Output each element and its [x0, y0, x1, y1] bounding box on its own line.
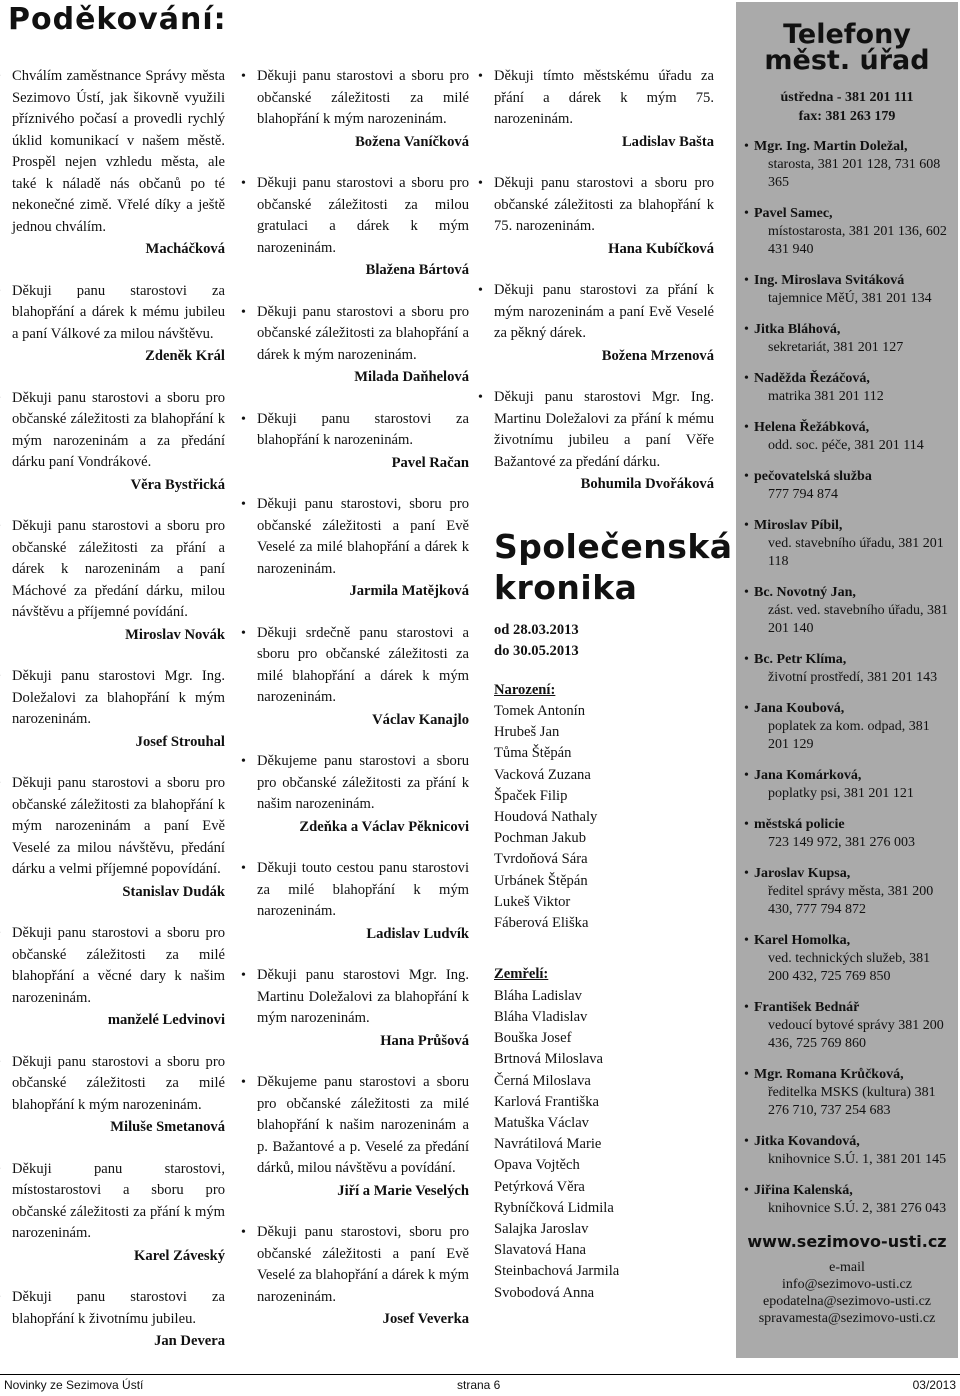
thanks-signature: Zdeněk Král	[145, 348, 225, 364]
contact-detail: poplatek za kom. odpad, 381 201 129	[768, 719, 930, 752]
contact-item	[742, 1133, 952, 1169]
death-item: Svobodová Anna	[494, 1284, 595, 1301]
thanks-entry	[486, 387, 714, 496]
contact-detail: tajemnice MěÚ, 381 201 134	[768, 291, 932, 306]
thanks-signature: manželé Ledvinovi	[107, 1012, 225, 1028]
thanks-text: • Chválím zaměstnance Správy města Sezimovo Ústí, jak šikovně využili příznivého počasí a provedli rychlý úklid komunikací v našem městě. Prospěl nejen vzhledu města, ale také k náladě nás občanů po té nekonečné zimě. Vřelé díky a ještě jednou chválím.	[4, 66, 225, 238]
thanks-text: • Děkujeme panu starostovi a sboru pro občanské záležitosti za přání k našim narozeninám.	[249, 751, 469, 816]
deaths-heading: Zemřelí:	[494, 966, 549, 983]
births-list	[494, 701, 714, 934]
death-item: Opava Vojtěch	[494, 1157, 580, 1174]
death-item: Bláha Ladislav	[494, 987, 582, 1004]
thanks-signature: Milada Daňhelová	[354, 369, 469, 385]
thanks-entry	[4, 666, 225, 753]
death-item: Salajka Jaroslav	[494, 1220, 589, 1237]
thanks-text: • Děkuji panu starostovi a sboru pro občanské záležitosti za blahopřání k mým narozeninám a za předání dárku paní Vondrákové.	[4, 388, 225, 474]
thanks-text: • Děkuji panu starostovi, sboru pro občanské záležitosti a paní Evě Veselé za milé blahopřání a dárek k narozeninám.	[249, 494, 469, 580]
kronika-title-line2: kronika	[494, 567, 638, 607]
thanks-signature: Pavel Račan	[391, 454, 469, 471]
contact-item	[742, 321, 952, 357]
contact-name: Pavel Samec,	[754, 206, 833, 221]
contact-detail: zást. ved. stavebního úřadu, 381 201 140	[768, 603, 949, 636]
thanks-text: • Děkuji panu starostovi za blahopřání a dárek k mému jubileu a paní Válkové za milou návštěvu.	[4, 281, 225, 346]
contact-name: Naděžda Řezáčová,	[754, 371, 870, 386]
switchboard-phone: ústředna - 381 201 111	[780, 90, 914, 105]
thanks-entry	[4, 773, 225, 903]
death-item: Bouška Josef	[494, 1030, 572, 1047]
thanks-signature: Jarmila Matějková	[349, 583, 469, 599]
contact-name: Mgr. Romana Krůčková,	[754, 1067, 904, 1082]
sidebar-title	[736, 19, 958, 76]
contact-item	[742, 370, 952, 406]
thanks-text: • Děkuji tímto městskému úřadu za přání a dárek k mým 75. narozeninám.	[486, 66, 714, 131]
thanks-signature: Karel Záveský	[134, 1247, 225, 1264]
email-link[interactable]: spravamesta@sezimovo-usti.cz	[758, 1311, 936, 1326]
death-item: Karlová Františka	[494, 1093, 599, 1110]
thanks-entry	[4, 1287, 225, 1353]
email-list	[736, 1276, 958, 1327]
contact-detail: vedoucí bytové správy 381 200 436, 725 769 860	[768, 1018, 944, 1051]
contact-name: městská policie	[754, 817, 845, 832]
birth-item: Tvrdoňová Sára	[494, 851, 588, 868]
thanks-entry	[4, 516, 225, 646]
thanks-signature: Božena Mrzenová	[601, 347, 714, 364]
contact-name: Jaroslav Kupsa,	[754, 866, 851, 881]
thanks-text: • Děkuji touto cestou panu starostovi za milé blahopřání k mým narozeninám.	[249, 858, 469, 923]
thanks-entry	[249, 751, 469, 838]
thanks-entry	[4, 1052, 225, 1139]
thanks-signature: Josef Strouhal	[135, 733, 225, 750]
thanks-entry	[249, 623, 469, 732]
thanks-signature: Zdeňka a Václav Pěknicovi	[299, 818, 469, 835]
contact-item	[742, 419, 952, 455]
kronika-date-from: od 28.03.2013	[494, 621, 579, 638]
thanks-signature: Ladislav Ludvík	[366, 925, 469, 942]
contact-detail: ved. stavebního úřadu, 381 201 118	[768, 536, 944, 569]
thanks-signature: Hana Průšová	[380, 1032, 469, 1049]
death-item: Slavatová Hana	[494, 1242, 586, 1259]
contact-name: pečovatelská služba	[754, 469, 872, 484]
thanks-entry	[249, 302, 469, 389]
contact-name: Jiřina Kalenská,	[754, 1183, 853, 1198]
contact-item	[742, 700, 952, 754]
death-item: Rybníčková Lidmila	[494, 1199, 614, 1216]
thanks-entry	[249, 1072, 469, 1202]
contact-item	[742, 272, 952, 308]
contact-name: Jitka Bláhová,	[754, 322, 841, 337]
phones-sidebar	[736, 2, 958, 1358]
thanks-column-2	[249, 66, 469, 1351]
fax-number: fax: 381 263 179	[798, 109, 896, 124]
kronika-title-line1: Společenská	[494, 526, 733, 566]
thanks-column-1	[4, 66, 225, 1373]
thanks-text: • Děkuji panu starostovi a sboru pro občanské záležitosti za přání a dárek k narozeninám a paní Máchové za předání dárku, milou návštěvu a příjemné povídání.	[4, 516, 225, 624]
contact-item	[742, 816, 952, 852]
birth-item: Špaček Filip	[494, 787, 568, 804]
contact-item	[742, 767, 952, 803]
thanks-entry	[486, 280, 714, 367]
contact-detail: 777 794 874	[768, 487, 838, 502]
page-title: Poděkování:	[8, 2, 227, 37]
thanks-text: • Děkuji panu starostovi a sboru pro občanské záležitosti za blahopřání k 75. narozeninám.	[486, 173, 714, 238]
thanks-entry	[4, 281, 225, 368]
thanks-text: • Děkuji panu starostovi za blahopřání k narozeninám.	[249, 409, 469, 452]
thanks-signature: Jan Devera	[154, 1333, 225, 1349]
contact-item	[742, 517, 952, 571]
contact-item	[742, 205, 952, 259]
email-label: e-mail	[829, 1260, 865, 1275]
thanks-entry	[249, 1222, 469, 1331]
thanks-text: • Děkuji panu starostovi a sboru pro občanské záležitosti za milé blahopřání k mým narozeninám.	[4, 1052, 225, 1117]
birth-item: Lukeš Viktor	[494, 893, 571, 910]
thanks-entries	[486, 66, 714, 496]
contact-item	[742, 584, 952, 638]
birth-item: Fáberová Eliška	[494, 915, 589, 932]
contact-name: Ing. Miroslava Svitáková	[754, 273, 905, 288]
death-item: Bláha Vladislav	[494, 1008, 588, 1025]
contact-detail: sekretariát, 381 201 127	[768, 340, 904, 355]
kronika-title	[494, 526, 733, 608]
email-block	[736, 1259, 958, 1327]
thanks-signature: Josef Veverka	[382, 1311, 469, 1327]
birth-item: Urbánek Štěpán	[494, 872, 588, 889]
thanks-text: • Děkuji srdečně panu starostovi a sboru pro občanské záležitosti za milé blahopřání a dárek k mým narozeninám.	[249, 623, 469, 709]
thanks-column-3	[486, 66, 733, 1304]
thanks-entry	[486, 173, 714, 260]
contact-detail: 723 149 972, 381 276 003	[768, 835, 915, 850]
birth-item: Hrubeš Jan	[494, 724, 560, 741]
contact-item	[742, 651, 952, 687]
kronika-date-to: do 30.05.2013	[494, 642, 579, 659]
thanks-entry	[249, 494, 469, 603]
thanks-text: • Děkuji panu starostovi za blahopřání k životnímu jubileu.	[4, 1287, 225, 1330]
contact-item	[742, 999, 952, 1053]
page-footer	[0, 1374, 960, 1396]
sidebar-title-line2: měst. úřad	[764, 45, 930, 76]
thanks-entry	[486, 66, 714, 153]
contact-detail: knihovnice S.Ú. 1, 381 201 145	[768, 1152, 947, 1167]
thanks-text: • Děkuji panu starostovi Mgr. Ing. Doležalovi za blahopřání k mým narozeninám.	[4, 666, 225, 731]
footer-issue: 03/2013	[912, 1378, 956, 1392]
birth-item: Pochman Jakub	[494, 830, 587, 847]
footer-page-number: strana 6	[457, 1378, 501, 1392]
contact-item	[742, 138, 952, 192]
death-item: Matuška Václav	[494, 1114, 589, 1131]
contact-name: Bc. Petr Klíma,	[754, 652, 847, 667]
thanks-entry	[4, 388, 225, 497]
contact-item	[742, 932, 952, 986]
thanks-signature: Jiří a Marie Veselých	[337, 1182, 469, 1199]
thanks-entry	[4, 1159, 225, 1268]
contact-detail: matrika 381 201 112	[768, 389, 884, 404]
thanks-entry	[249, 409, 469, 475]
thanks-text: • Děkuji panu starostovi, místostarostovi a sboru pro občanské záležitosti za přání k mým narozeninám.	[4, 1159, 225, 1245]
contact-name: Mgr. Ing. Martin Doležal,	[754, 139, 908, 154]
thanks-signature: Václav Kanajlo	[372, 711, 469, 728]
contact-name: Jitka Kovandová,	[754, 1134, 860, 1149]
thanks-text: • Děkuji panu starostovi a sboru pro občanské záležitosti za blahopřání k mým narozeninám a paní Evě Veselé za milou návštěvu, předání dárku a velmi příjemné popovídání.	[4, 773, 225, 881]
contact-detail: starosta, 381 201 128, 731 608 365	[768, 157, 941, 190]
thanks-entry	[249, 173, 469, 282]
contact-detail: místostarosta, 381 201 136, 602 431 940	[768, 224, 947, 257]
birth-item: Houdová Nathaly	[494, 809, 598, 826]
contact-name: Miroslav Píbil,	[754, 518, 843, 533]
thanks-signature: Bohumila Dvořáková	[580, 476, 714, 492]
contact-detail: životní prostředí, 381 201 143	[768, 670, 938, 685]
contact-name: Helena Řežábková,	[754, 420, 870, 435]
contact-detail: ředitel správy města, 381 200 430, 777 794 872	[768, 884, 934, 917]
thanks-text: • Děkujeme panu starostovi a sboru pro občanské záležitosti za milé blahopřání k našim narozeninám a p. Bažantové a p. Veselé za předání dárků, milou návštěvu a povídání.	[249, 1072, 469, 1180]
sidebar-title-line1: Telefony	[783, 19, 911, 50]
death-item: Černá Miloslava	[494, 1072, 591, 1089]
thanks-signature: Macháčková	[145, 241, 225, 257]
thanks-text: • Děkuji panu starostovi a sboru pro občanské záležitosti za milé blahopřání a věcné dary k našim narozeninám.	[4, 923, 225, 1009]
contact-item	[742, 1066, 952, 1120]
contact-detail: odd. soc. péče, 381 201 114	[768, 438, 924, 453]
thanks-text: • Děkuji panu starostovi za přání k mým narozeninám a paní Evě Veselé za pěkný dárek.	[486, 280, 714, 345]
contact-item	[742, 865, 952, 919]
thanks-entry	[249, 66, 469, 153]
births-heading: Narození:	[494, 681, 556, 698]
contact-name: František Bednář	[754, 1000, 860, 1015]
thanks-entry	[4, 923, 225, 1032]
contact-name: Bc. Novotný Jan,	[754, 585, 856, 600]
contact-detail: ředitelka MSKS (kultura) 381 276 710, 737 254 683	[768, 1085, 936, 1118]
death-item: Brtnová Miloslava	[494, 1051, 604, 1068]
thanks-text: • Děkuji panu starostovi Mgr. Ing. Martinu Doležalovi za přání k mému životnímu jubileu a paní Věře Bažantové za předání dárku.	[486, 387, 714, 473]
thanks-signature: Hana Kubíčková	[608, 240, 714, 257]
thanks-signature: Miroslav Novák	[125, 626, 225, 643]
death-item: Steinbachová Jarmila	[494, 1263, 620, 1280]
thanks-text: • Děkuji panu starostovi, sboru pro občanské záležitosti a paní Evě Veselé za blahopřání a dárek k mým narozeninám.	[249, 1222, 469, 1308]
birth-item: Vacková Zuzana	[494, 766, 591, 783]
birth-item: Tomek Antonín	[494, 703, 585, 719]
contact-name: Jana Komárková,	[754, 768, 862, 783]
contact-name: Karel Homolka,	[754, 933, 851, 948]
thanks-text: • Děkuji panu starostovi a sboru pro občanské záležitosti za milou gratulaci a dárek k mým narozeninám.	[249, 173, 469, 259]
thanks-text: • Děkuji panu starostovi a sboru pro občanské záležitosti za milé blahopřání k mým narozeninám.	[249, 66, 469, 131]
thanks-signature: Miluše Smetanová	[110, 1119, 225, 1135]
deaths-list	[494, 986, 714, 1304]
contact-detail: ved. technických služeb, 381 200 432, 725 769 850	[768, 951, 931, 984]
email-link[interactable]: info@sezimovo-usti.cz	[782, 1277, 912, 1292]
thanks-entry	[249, 858, 469, 945]
contact-item	[742, 468, 952, 504]
email-link[interactable]: epodatelna@sezimovo-usti.cz	[763, 1294, 931, 1309]
contact-list	[736, 138, 958, 1218]
death-item: Petýrková Věra	[494, 1178, 585, 1195]
contact-detail: knihovnice S.Ú. 2, 381 276 043	[768, 1201, 947, 1216]
contact-detail: poplatky psi, 381 201 121	[768, 786, 914, 801]
death-item: Navrátilová Marie	[494, 1136, 602, 1153]
thanks-entry	[4, 66, 225, 261]
footer-publication: Novinky ze Sezimova Ústí	[4, 1378, 144, 1392]
thanks-entry	[249, 965, 469, 1052]
thanks-signature: Božena Vaníčková	[355, 133, 469, 150]
thanks-signature: Věra Bystřická	[130, 476, 225, 493]
main-phone	[736, 88, 958, 126]
thanks-text: • Děkuji panu starostovi a sboru pro občanské záležitosti za blahopřání a dárek k mým narozeninám.	[249, 302, 469, 367]
contact-item	[742, 1182, 952, 1218]
thanks-signature: Ladislav Bašta	[621, 133, 714, 150]
thanks-text: • Děkuji panu starostovi Mgr. Ing. Martinu Doležalovi za blahopřání k mým narozeninám.	[249, 965, 469, 1030]
website-link[interactable]: www.sezimovo-usti.cz	[747, 1232, 947, 1251]
thanks-signature: Stanislav Dudák	[122, 883, 225, 900]
birth-item: Tůma Štěpán	[494, 745, 572, 762]
thanks-signature: Blažena Bártová	[365, 262, 469, 278]
contact-name: Jana Koubová,	[754, 701, 845, 716]
